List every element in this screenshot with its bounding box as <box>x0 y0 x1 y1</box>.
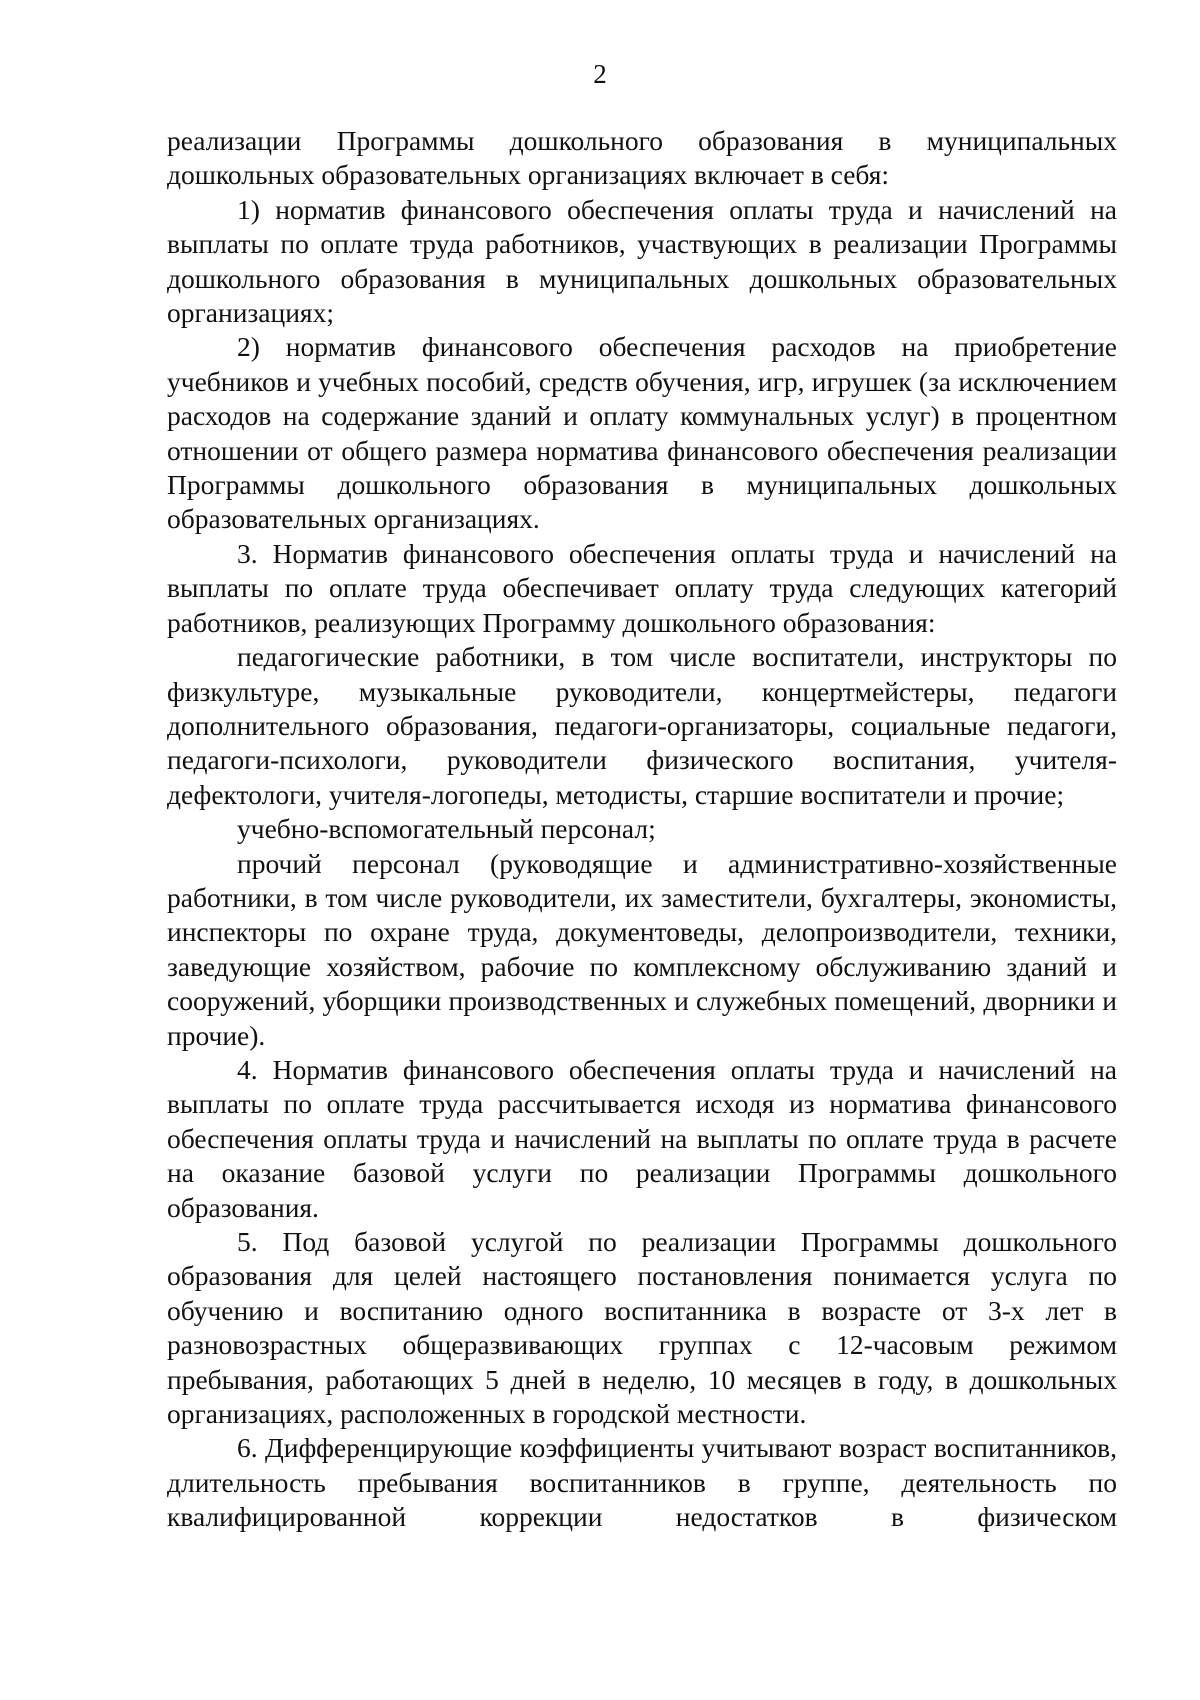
paragraph: 6. Дифференцирующие коэффициенты учитывают возраст воспитанников, длительность пребывания воспитанников в группе, деятельность по квалифицированной коррекции недостатков в физическом <box>167 1432 1117 1533</box>
paragraph: 1) норматив финансового обеспечения оплаты труда и начислений на выплаты по оплате труда работников, участвующих в реализации Программы дошкольного образования в муниципальных дошкольных образовательных организациях; <box>167 193 1117 329</box>
paragraph: педагогические работники, в том числе воспитатели, инструкторы по физкультуре, музыкальные руководители, концертмейстеры, педагоги дополнительного образования, педагоги-организаторы, социальные педагоги, педагоги-психологи, руководители физического воспитания, учителя-дефектологи, учителя-логопеды, методисты, старшие воспитатели и прочие; <box>167 641 1117 810</box>
paragraph: учебно-вспомогательный персонал; <box>237 813 656 845</box>
document-body <box>167 124 1117 1535</box>
page-number: 2 <box>593 59 607 89</box>
paragraph: 5. Под базовой услугой по реализации Программы дошкольного образования для целей настоящего постановления понимается услуга по обучению и воспитанию одного воспитанника в возрасте от 3-х лет в разновозрастных общеразвивающих группах с 12-часовым режимом пребывания, работающих 5 дней в неделю, 10 месяцев в году, в дошкольных организациях, расположенных в городской местности. <box>167 1226 1117 1430</box>
paragraph: 3. Норматив финансового обеспечения оплаты труда и начислений на выплаты по оплате труда обеспечивает оплату труда следующих категорий работников, реализующих Программу дошкольного образования: <box>167 537 1117 638</box>
paragraph: 2) норматив финансового обеспечения расходов на приобретение учебников и учебных пособий, средств обучения, игр, игрушек (за исключением расходов на содержание зданий и оплату коммунальных услуг) в процентном отношении от общего размера норматива финансового обеспечения реализации Программы дошкольного образования в муниципальных дошкольных образовательных организациях. <box>167 331 1117 535</box>
paragraph: реализации Программы дошкольного образования в муниципальных дошкольных образовательных организациях включает в себя: <box>167 125 1117 191</box>
paragraph: прочий персонал (руководящие и административно-хозяйственные работники, в том числе руководители, их заместители, бухгалтеры, экономисты, инспекторы по охране труда, документоведы, делопроизводители, техники, заведующие хозяйством, рабочие по комплексному обслуживанию зданий и сооружений, уборщики производственных и служебных помещений, дворники и прочие). <box>167 847 1117 1051</box>
paragraph: 4. Норматив финансового обеспечения оплаты труда и начислений на выплаты по оплате труда рассчитывается исходя из норматива финансового обеспечения оплаты труда и начислений на выплаты по оплате труда в расчете на оказание базовой услуги по реализации Программы дошкольного образования. <box>167 1053 1117 1223</box>
